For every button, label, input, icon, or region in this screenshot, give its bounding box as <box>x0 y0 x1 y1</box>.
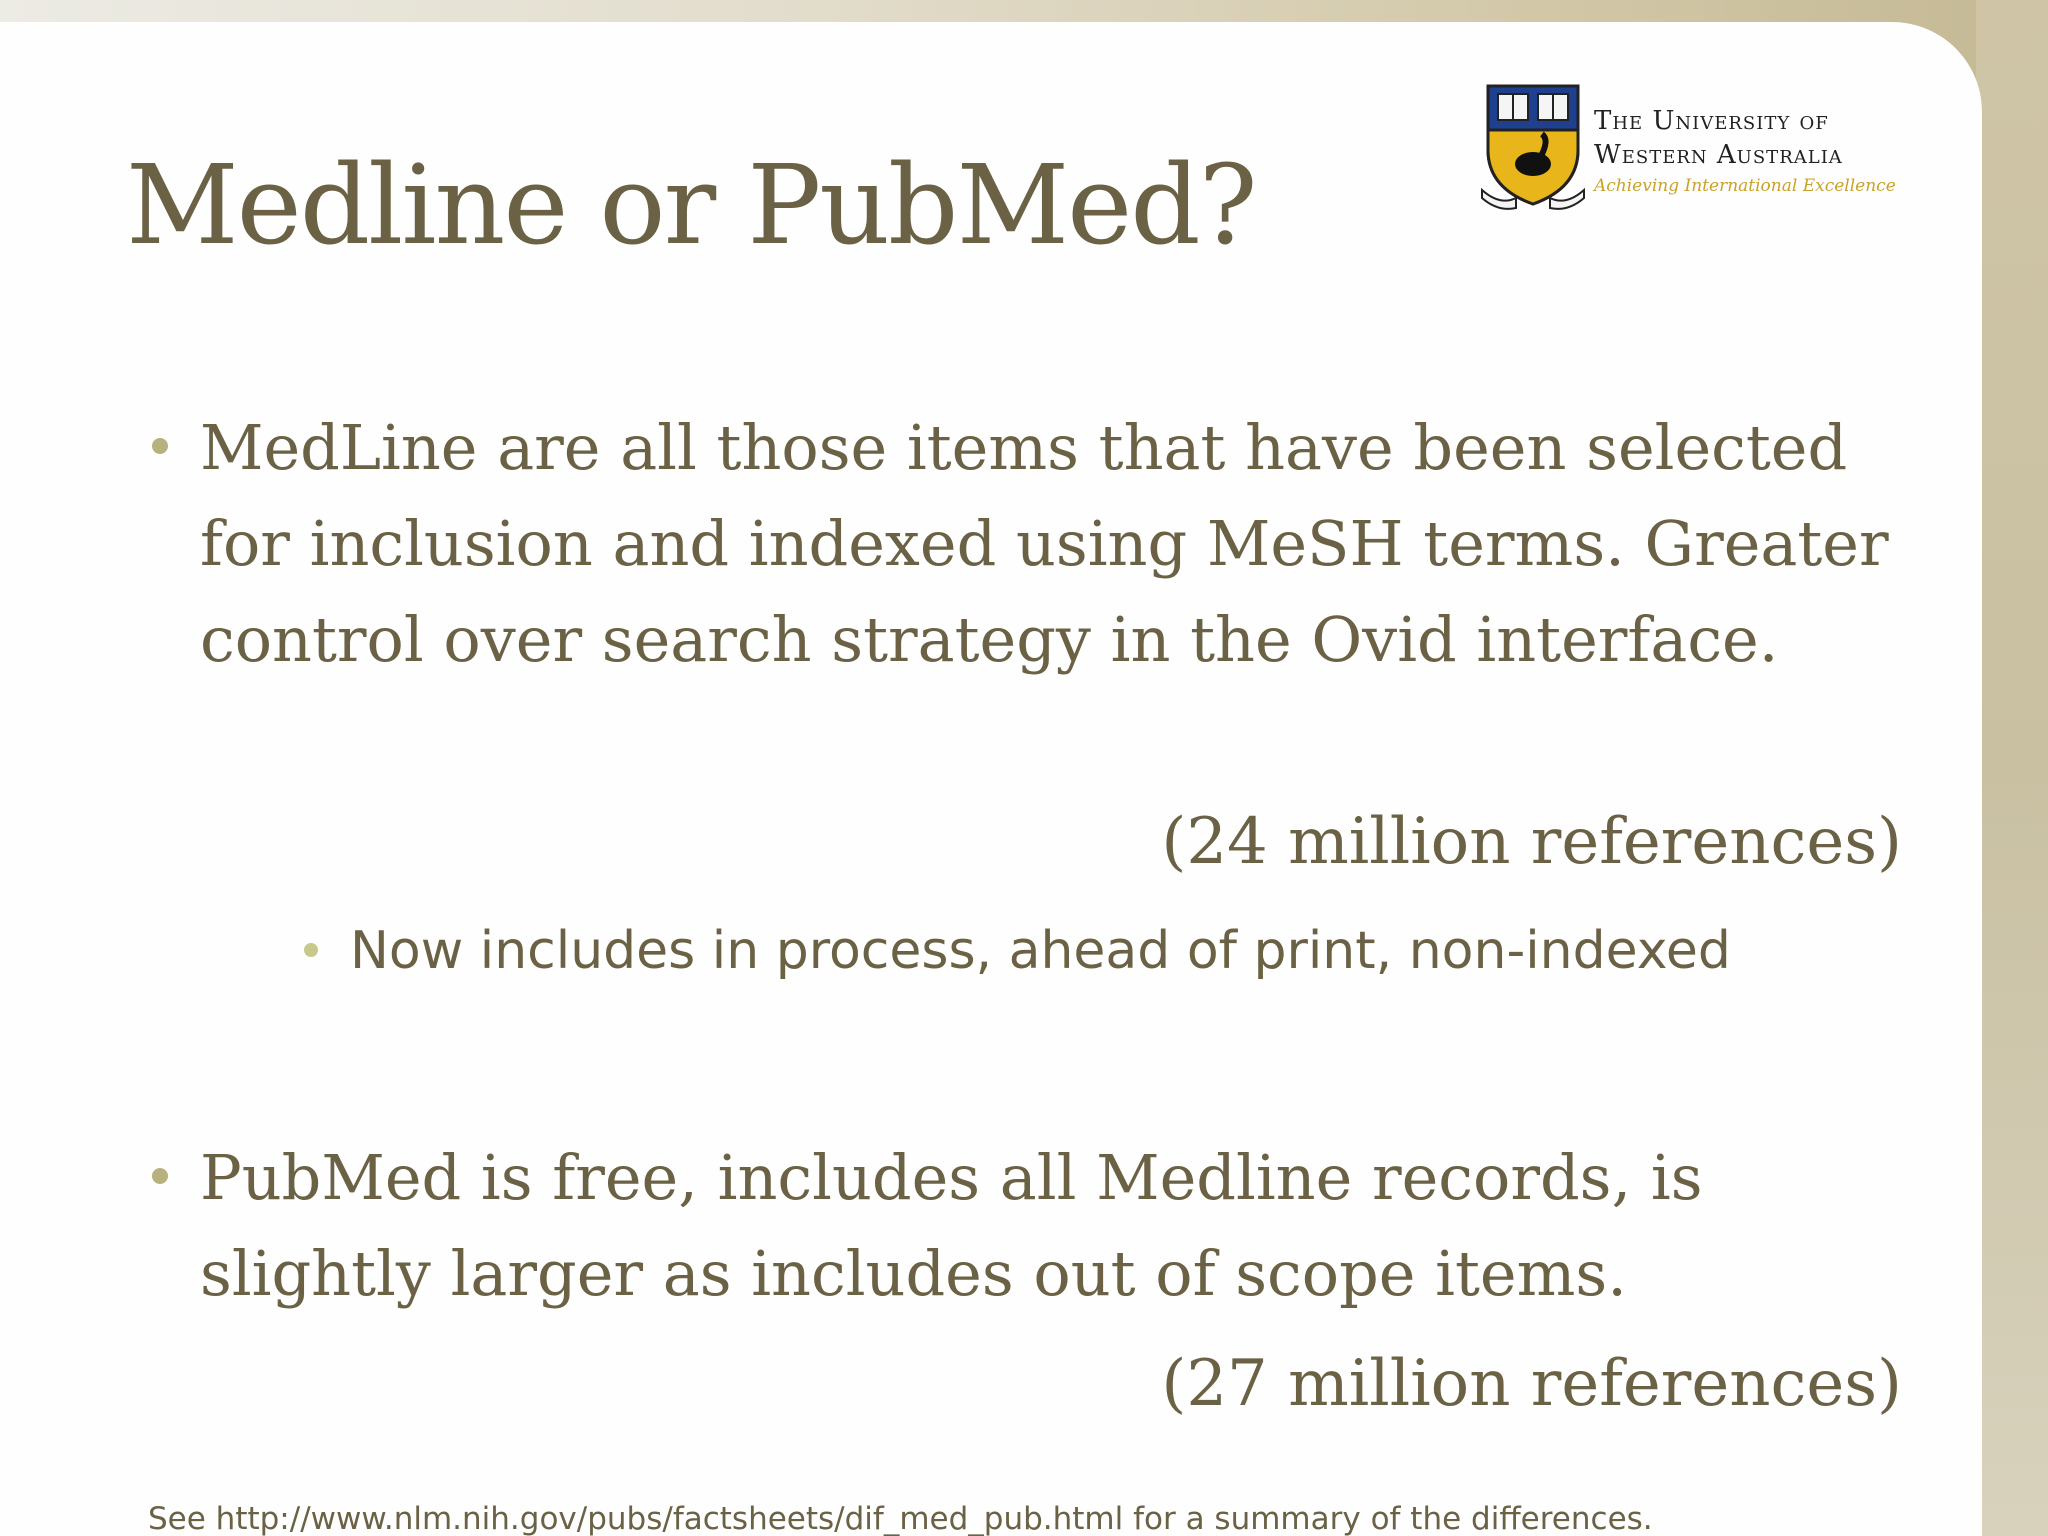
university-crest-icon <box>1480 80 1586 210</box>
logo-line-1: The University of <box>1594 106 1829 136</box>
medline-reference-count: (24 million references) <box>1161 805 1902 879</box>
bullet-medline <box>200 400 1910 688</box>
background-edge <box>1976 0 2048 1536</box>
slide-title: Medline or PubMed? <box>126 141 1256 269</box>
bullet-text: MedLine are all those items that have been selected for inclusion and indexed using MeSH terms. Greater control over search strategy in the Ovid interface. <box>200 411 1889 676</box>
bullet-dot-icon <box>152 438 168 454</box>
bullet-pubmed <box>200 1130 1910 1322</box>
bullet-text: PubMed is free, includes all Medline records, is slightly larger as includes out of scope items. <box>200 1141 1703 1310</box>
sub-bullet-text: Now includes in process, ahead of print, non-indexed <box>350 921 1731 981</box>
sub-bullet-dot-icon <box>304 943 318 957</box>
sub-bullet-medline <box>350 917 1900 985</box>
logo-tagline: Achieving International Excellence <box>1594 176 1896 196</box>
slide <box>0 22 1982 1536</box>
footnote: See http://www.nlm.nih.gov/pubs/factsheets/dif_med_pub.html for a summary of the differences. <box>148 1501 1653 1536</box>
bullet-dot-icon <box>152 1168 168 1184</box>
logo-text <box>1594 104 1914 196</box>
logo-line-2: Western Australia <box>1594 140 1843 170</box>
pubmed-reference-count: (27 million references) <box>1161 1347 1902 1421</box>
university-logo <box>1480 72 1910 222</box>
